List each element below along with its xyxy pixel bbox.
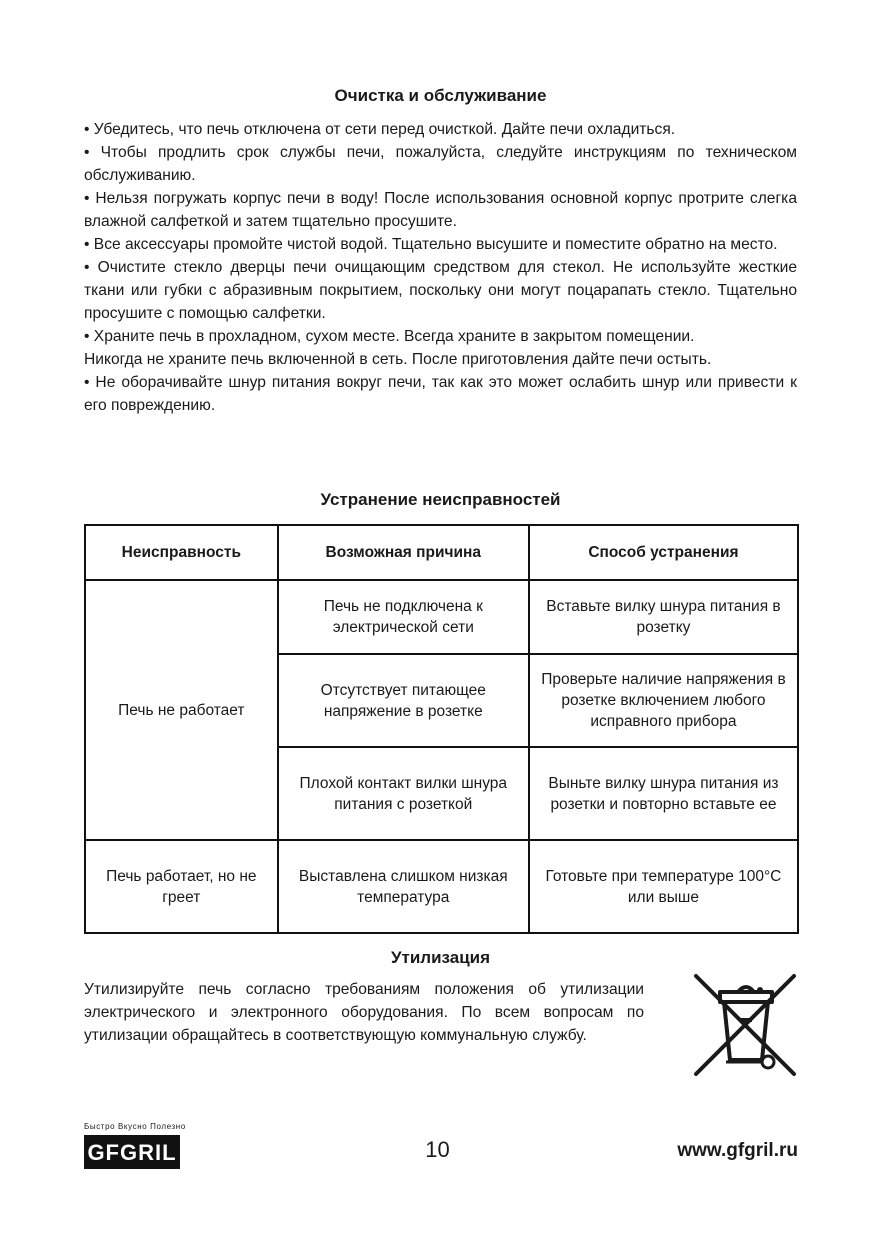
crossed-bin-icon [690, 970, 800, 1080]
svg-text:GFGRIL: GFGRIL [87, 1140, 177, 1165]
header-problem: Неисправность [85, 525, 278, 580]
section-title-disposal: Утилизация [390, 948, 491, 967]
fix-cell: Вставьте вилку шнура питания в розетку [529, 580, 798, 654]
header-fix: Способ устранения [529, 525, 798, 580]
care-item: Никогда не храните печь включенной в сеть. После приготовления дайте печи остыть. [84, 351, 712, 368]
troubleshooting-table [84, 524, 799, 934]
care-item: • Убедитесь, что печь отключена от сети перед очисткой. Дайте печи охладиться. [84, 121, 676, 138]
care-item: • Очистите стекло дверцы печи очищающим средством для стекол. Не используйте жесткие ткани или губки с абразивным покрытием, поскольку они могут поцарапать стекло. Тщательно просушите с помощью салфетки. [84, 259, 797, 322]
footer-tagline: Быстро Вкусно Полезно [84, 1122, 186, 1131]
page-number: 10 [425, 1137, 450, 1162]
disposal-text: Утилизируйте печь согласно требованиям положения об утилизации электрического и электронного оборудования. По всем вопросам по утилизации обращайтесь в соответствующую коммунальную службу. [84, 981, 644, 1044]
problem-cell: Печь не работает [85, 580, 278, 840]
care-item: • Все аксессуары промойте чистой водой. Тщательно высушите и поместите обратно на место. [84, 236, 778, 253]
care-item: • Чтобы продлить срок службы печи, пожалуйста, следуйте инструкциям по техническом обслуживанию. [84, 144, 797, 184]
cause-cell: Выставлена слишком низкая температура [278, 840, 529, 933]
care-item: • Не оборачивайте шнур питания вокруг печи, так как это может ослабить шнур или привести к его повреждению. [84, 374, 797, 414]
section-title-care: Очистка и обслуживание [334, 86, 547, 105]
section-title-troubleshooting: Устранение неисправностей [320, 490, 561, 509]
table-header-row [85, 525, 798, 580]
care-list [84, 118, 797, 417]
care-item: • Нельзя погружать корпус печи в воду! После использования основной корпус протрите слегка влажной салфеткой и затем тщательно просушите. [84, 190, 797, 230]
cause-cell: Плохой контакт вилки шнура питания с розеткой [278, 747, 529, 840]
problem-cell: Печь работает, но не греет [85, 840, 278, 933]
table-row [85, 840, 798, 933]
website-link[interactable]: www.gfgril.ru [677, 1140, 798, 1161]
header-cause: Возможная причина [278, 525, 529, 580]
care-item: • Храните печь в прохладном, сухом месте. Всегда храните в закрытом помещении. [84, 328, 695, 345]
fix-cell: Проверьте наличие напряжения в розетке включением любого исправного прибора [529, 654, 798, 747]
cause-cell: Печь не подключена к электрической сети [278, 580, 529, 654]
fix-cell: Готовьте при температуре 100°C или выше [529, 840, 798, 933]
table-row [85, 580, 798, 654]
fix-cell: Выньте вилку шнура питания из розетки и повторно вставьте ее [529, 747, 798, 840]
cause-cell: Отсутствует питающее напряжение в розетке [278, 654, 529, 747]
